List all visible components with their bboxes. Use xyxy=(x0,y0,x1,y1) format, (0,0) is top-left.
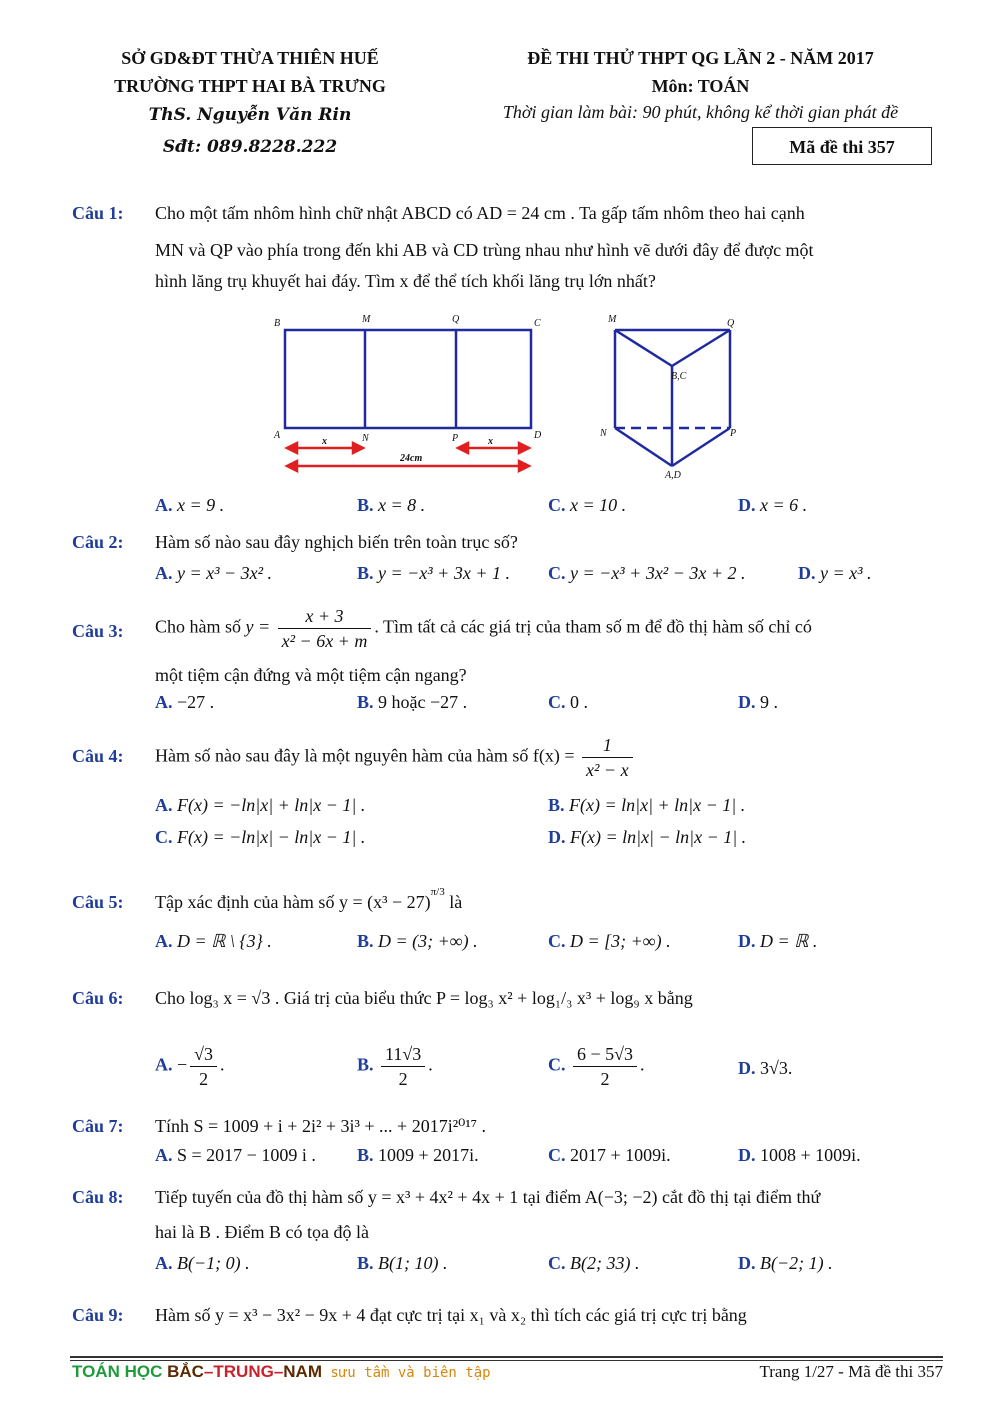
question-label: Câu 7: xyxy=(72,1116,124,1136)
question-label: Câu 6: xyxy=(72,988,124,1008)
question-text: Cho log₃ x = √3 . Giá trị của biểu thức P = log₃ x² + log₁/₃ x³ + log₉ x bằng xyxy=(155,988,693,1008)
question-label: Câu 4: xyxy=(72,746,124,766)
prism-label-bc: B,C xyxy=(671,371,687,382)
answer-option[interactable]: B. y = −x³ + 3x + 1 . xyxy=(357,563,510,583)
school-name: TRƯỜNG THPT HAI BÀ TRƯNG xyxy=(114,76,386,96)
question-label: Câu 5: xyxy=(72,892,124,912)
question-label: Câu 9: xyxy=(72,1305,124,1325)
question-text: Hàm số y = x³ − 3x² − 9x + 4 đạt cực trị tại x₁ và x₂ thì tích các giá trị cực trị bằng xyxy=(155,1305,747,1325)
answer-option[interactable]: C. $\frac{6 - 5√3}{2}$ . xyxy=(548,1044,645,1089)
answer-option[interactable]: A. F(x) = −ln|x| + ln|x − 1| . xyxy=(155,795,366,815)
exam-duration: Thời gian làm bài: 90 phút, không kể thời gian phát đề xyxy=(502,102,899,122)
prism-label-q: Q xyxy=(727,318,735,329)
answer-option[interactable]: C. B(2; 33) . xyxy=(548,1253,640,1273)
prism-label-p: P xyxy=(730,428,737,439)
label-d: D xyxy=(534,430,542,441)
label-c: C xyxy=(534,318,541,329)
answer-option[interactable]: B. 1009 + 2017i. xyxy=(357,1145,479,1165)
question-text: một tiệm cận đứng và một tiệm cận ngang? xyxy=(155,665,467,685)
prism-edge-mb xyxy=(615,330,672,366)
answer-option[interactable]: D. x = 6 . xyxy=(738,495,808,515)
question-text: Hàm số nào sau đây nghịch biến trên toàn trục số? xyxy=(155,532,518,552)
answer-option[interactable]: C. 2017 + 1009i. xyxy=(548,1145,671,1165)
answer-option[interactable]: A. D = ℝ \ {3} . xyxy=(155,931,272,951)
question-text: Tính S = 1009 + i + 2i² + 3i³ + ... + 2017i²⁰¹⁷ . xyxy=(155,1116,486,1136)
footer-brand: TOÁN HỌC BẮC–TRUNG–NAM sưu tầm và biên tập xyxy=(72,1362,491,1381)
teacher-name: ThS. Nguyễn Văn Rin xyxy=(148,105,352,125)
answer-option[interactable]: D. y = x³ . xyxy=(798,563,872,583)
exam-subject: Môn: TOÁN xyxy=(651,76,750,96)
question-text: Cho hàm số y = $\frac{x + 3}{\text{x² − 6x + m}}$ . Tìm tất cả các giá trị của tham số m để đồ thị hàm số chỉ có xyxy=(155,606,812,651)
label-a: A xyxy=(274,430,281,441)
label-length: 24cm xyxy=(400,453,423,464)
label-x-left: x xyxy=(322,436,327,447)
answer-option[interactable]: B. 9 hoặc −27 . xyxy=(357,692,468,712)
question-label: Câu 1: xyxy=(72,203,124,223)
label-b: B xyxy=(274,318,281,329)
aluminium-sheet-figure xyxy=(260,308,760,483)
answer-option[interactable]: D. 3√3. xyxy=(738,1058,793,1078)
footer-divider xyxy=(70,1356,943,1358)
answer-option[interactable]: C. x = 10 . xyxy=(548,495,627,515)
question-text: hai là B . Điểm B có tọa độ là xyxy=(155,1222,369,1242)
teacher-phone: Sđt: 089.8228.222 xyxy=(162,137,338,157)
fraction: $\frac{1}{\text{x² − x}}$ xyxy=(582,733,633,782)
question-text: MN và QP vào phía trong đến khi AB và CD trùng nhau như hình vẽ dưới đây để được một xyxy=(155,240,814,260)
footer-divider xyxy=(70,1360,943,1361)
answer-option[interactable]: D. 1008 + 1009i. xyxy=(738,1145,861,1165)
answer-option[interactable]: D. B(−2; 1) . xyxy=(738,1253,833,1273)
sheet-rectangle xyxy=(285,330,531,428)
answer-option[interactable]: D. F(x) = ln|x| − ln|x − 1| . xyxy=(548,827,747,847)
answer-option[interactable]: C. y = −x³ + 3x² − 3x + 2 . xyxy=(548,563,746,583)
question-text: Tiếp tuyến của đồ thị hàm số y = x³ + 4x² + 4x + 1 tại điểm A(−3; −2) cắt đồ thị tại điểm thứ xyxy=(155,1187,821,1207)
exam-code-box: Mã đề thi 357 xyxy=(752,127,932,165)
answer-option[interactable]: D. 9 . xyxy=(738,692,778,712)
question-text: Cho một tấm nhôm hình chữ nhật ABCD có AD = 24 cm . Ta gấp tấm nhôm theo hai cạnh xyxy=(155,203,805,223)
fraction: $\frac{x + 3}{\text{x² − 6x + m}}$ xyxy=(278,604,372,653)
answer-option[interactable]: C. 0 . xyxy=(548,692,588,712)
answer-option[interactable]: A. y = x³ − 3x² . xyxy=(155,563,273,583)
answer-option[interactable]: B. x = 8 . xyxy=(357,495,426,515)
label-m: M xyxy=(362,314,371,325)
department-name: SỞ GD&ĐT THỪA THIÊN HUẾ xyxy=(121,48,379,68)
exam-title: ĐỀ THI THỬ THPT QG LẦN 2 - NĂM 2017 xyxy=(527,48,874,68)
answer-option[interactable]: B. D = (3; +∞) . xyxy=(357,931,478,951)
answer-option[interactable]: A. −27 . xyxy=(155,692,215,712)
prism-label-ad: A,D xyxy=(665,470,681,481)
prism-label-n: N xyxy=(600,428,607,439)
answer-option[interactable]: B. F(x) = ln|x| + ln|x − 1| . xyxy=(548,795,746,815)
answer-option[interactable]: B. B(1; 10) . xyxy=(357,1253,448,1273)
question-label: Câu 8: xyxy=(72,1187,124,1207)
prism-edge-pd xyxy=(672,428,730,466)
label-q: Q xyxy=(452,314,460,325)
label-x-right: x xyxy=(488,436,493,447)
prism-edge-qc xyxy=(672,330,730,366)
question-label: Câu 3: xyxy=(72,621,124,641)
prism-edge-na xyxy=(615,428,672,466)
question-text: Hàm số nào sau đây là một nguyên hàm của hàm số f(x) = $\frac{1}{\text{x² − x}}$ xyxy=(155,733,636,782)
answer-option[interactable]: C. D = [3; +∞) . xyxy=(548,931,671,951)
prism-label-m: M xyxy=(608,314,617,325)
label-p: P xyxy=(452,433,459,444)
answer-option[interactable]: B. $\frac{11√3}{2}$ . xyxy=(357,1044,433,1089)
question-label: Câu 2: xyxy=(72,532,124,552)
answer-option[interactable]: C. F(x) = −ln|x| − ln|x − 1| . xyxy=(155,827,366,847)
answer-option[interactable]: A. S = 2017 − 1009 i . xyxy=(155,1145,316,1165)
answer-option[interactable]: A. B(−1; 0) . xyxy=(155,1253,250,1273)
question-text: hình lăng trụ khuyết hai đáy. Tìm x để thể tích khối lăng trụ lớn nhất? xyxy=(155,271,656,291)
answer-option[interactable]: A. x = 9 . xyxy=(155,495,225,515)
label-n: N xyxy=(362,433,369,444)
answer-option[interactable]: D. D = ℝ . xyxy=(738,931,818,951)
page-number: Trang 1/27 - Mã đề thi 357 xyxy=(759,1362,943,1381)
question-text: Tập xác định của hàm số $y = (x^3 - 27)^{\pi/3}$ là xyxy=(155,886,463,912)
answer-option[interactable]: A. − $\frac{√3}{2}$ . xyxy=(155,1044,225,1089)
